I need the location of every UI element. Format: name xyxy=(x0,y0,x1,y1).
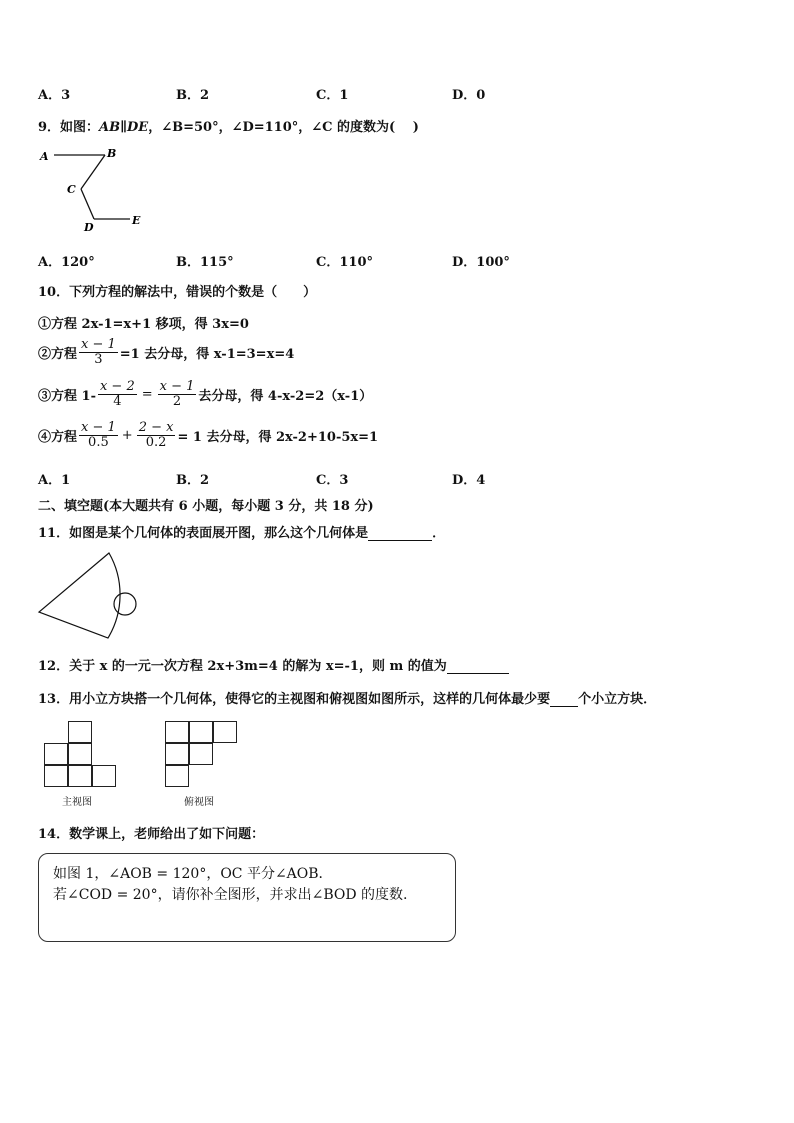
fraction-numerator: x − 1 xyxy=(81,337,116,352)
q9-label-b: B xyxy=(107,147,117,160)
q9-label-e: E xyxy=(132,214,141,227)
grid-cell xyxy=(44,743,68,765)
q10-item-1: ①方程 2x-1=x+1 移项，得 3x=0 xyxy=(38,317,249,332)
q10-item-2 xyxy=(38,338,294,368)
q11-net-figure xyxy=(36,551,146,643)
q9-stem-de: DE xyxy=(127,120,149,135)
grid-cell xyxy=(92,765,116,787)
fraction-numerator: x − 2 xyxy=(99,379,135,394)
q8-option-d: D．0 xyxy=(452,88,486,103)
q10-item-4 xyxy=(38,421,378,451)
fraction-numerator: x − 1 xyxy=(159,379,195,394)
q10-item4-fraction-1 xyxy=(79,421,118,451)
q9-stem-rest: ，∠B=50°，∠D=110°，∠C 的度数为( ) xyxy=(148,120,419,135)
grid-cell xyxy=(68,721,92,743)
q9-option-c: C．110° xyxy=(316,255,373,270)
grid-cell xyxy=(189,721,213,743)
q14-box-line-2: 若∠COD = 20°，请你补全图形，并求出∠BOD 的度数. xyxy=(53,887,408,903)
q13-front-caption: 主视图 xyxy=(62,797,92,808)
q10-item2-pre: ②方程 xyxy=(38,347,78,363)
q8-option-a: A．3 xyxy=(38,88,71,103)
q11-answer-blank xyxy=(368,526,432,541)
grid-cell xyxy=(189,743,213,765)
q9-figure xyxy=(36,144,146,236)
q10-option-b: B．2 xyxy=(176,473,210,488)
q10-option-c: C．3 xyxy=(316,473,349,488)
q10-option-a: A．1 xyxy=(38,473,71,488)
grid-cell xyxy=(68,743,92,765)
q8-option-b: B．2 xyxy=(176,88,210,103)
q12-answer-blank xyxy=(447,659,509,674)
q10-item4-pre: ④方程 xyxy=(38,430,78,446)
fraction-numerator: x − 1 xyxy=(81,420,116,435)
q12-stem-text: 12．关于 x 的一元一次方程 2x+3m=4 的解为 x=-1，则 m 的值为 xyxy=(38,659,447,674)
q10-stem: 10．下列方程的解法中，错误的个数是（ ） xyxy=(38,285,317,300)
q10-item4-post: = 1 去分母，得 2x-2+10-5x=1 xyxy=(177,430,379,446)
q9-option-d: D．100° xyxy=(452,255,510,270)
q10-item3-fraction-1 xyxy=(98,380,137,410)
fraction-denominator: 4 xyxy=(113,394,122,410)
q11-stem xyxy=(38,522,445,541)
q10-item4-plus: + xyxy=(121,428,133,444)
q13-top-caption: 俯视图 xyxy=(184,797,214,808)
q13-answer-blank xyxy=(550,692,578,707)
grid-cell xyxy=(165,743,189,765)
q10-item3-pre: ③方程 1- xyxy=(38,389,96,405)
q9-stem-parallel: ∥ xyxy=(120,120,128,135)
grid-cell xyxy=(165,721,189,743)
q11-stem-end: ． xyxy=(432,526,446,541)
q9-option-b: B．115° xyxy=(176,255,234,270)
grid-cell xyxy=(44,765,68,787)
q9-stem xyxy=(38,116,419,135)
grid-cell xyxy=(68,765,92,787)
q10-item4-fraction-2 xyxy=(137,421,176,451)
grid-cell xyxy=(213,721,237,743)
q9-stem-prefix: 9．如图： xyxy=(38,120,100,135)
q13-stem-a: 13．用小立方块搭一个几何体，使得它的主视图和俯视图如图所示，这样的几何体最少要 xyxy=(38,692,551,707)
q13-stem-b: 个小立方块． xyxy=(578,692,657,707)
q10-item3-equals: = xyxy=(141,387,153,403)
q10-item-3 xyxy=(38,380,372,410)
q14-problem-box xyxy=(38,853,456,942)
q9-label-d: D xyxy=(84,221,94,234)
q13-stem xyxy=(38,688,656,707)
q10-option-d: D．4 xyxy=(452,473,486,488)
q9-stem-ab: AB xyxy=(99,120,121,135)
q11-stem-text: 11．如图是某个几何体的表面展开图，那么这个几何体是 xyxy=(38,526,369,541)
q9-label-c: C xyxy=(67,183,76,196)
fraction-denominator: 0.5 xyxy=(88,435,109,451)
q14-box-line-1: 如图 1，∠AOB = 120°，OC 平分∠AOB． xyxy=(53,866,333,882)
q10-item2-post: =1 去分母，得 x-1=3=x=4 xyxy=(119,347,295,363)
q9-option-a: A．120° xyxy=(38,255,95,270)
grid-cell xyxy=(165,765,189,787)
q9-label-a: A xyxy=(40,150,49,163)
q10-item2-fraction xyxy=(79,338,118,368)
q8-option-c: C．1 xyxy=(316,88,349,103)
fraction-numerator: 2 − x xyxy=(138,420,174,435)
section-2-heading: 二、填空题(本大题共有 6 小题，每小题 3 分，共 18 分) xyxy=(38,499,374,514)
q10-item3-fraction-2 xyxy=(158,380,197,410)
fraction-denominator: 3 xyxy=(94,352,103,368)
fraction-denominator: 2 xyxy=(172,394,182,410)
fraction-denominator: 0.2 xyxy=(145,435,167,451)
q14-stem: 14．数学课上，老师给出了如下问题： xyxy=(38,827,265,842)
q10-item3-post: 去分母，得 4-x-2=2（x-1） xyxy=(198,389,373,405)
q12-stem xyxy=(38,655,509,674)
